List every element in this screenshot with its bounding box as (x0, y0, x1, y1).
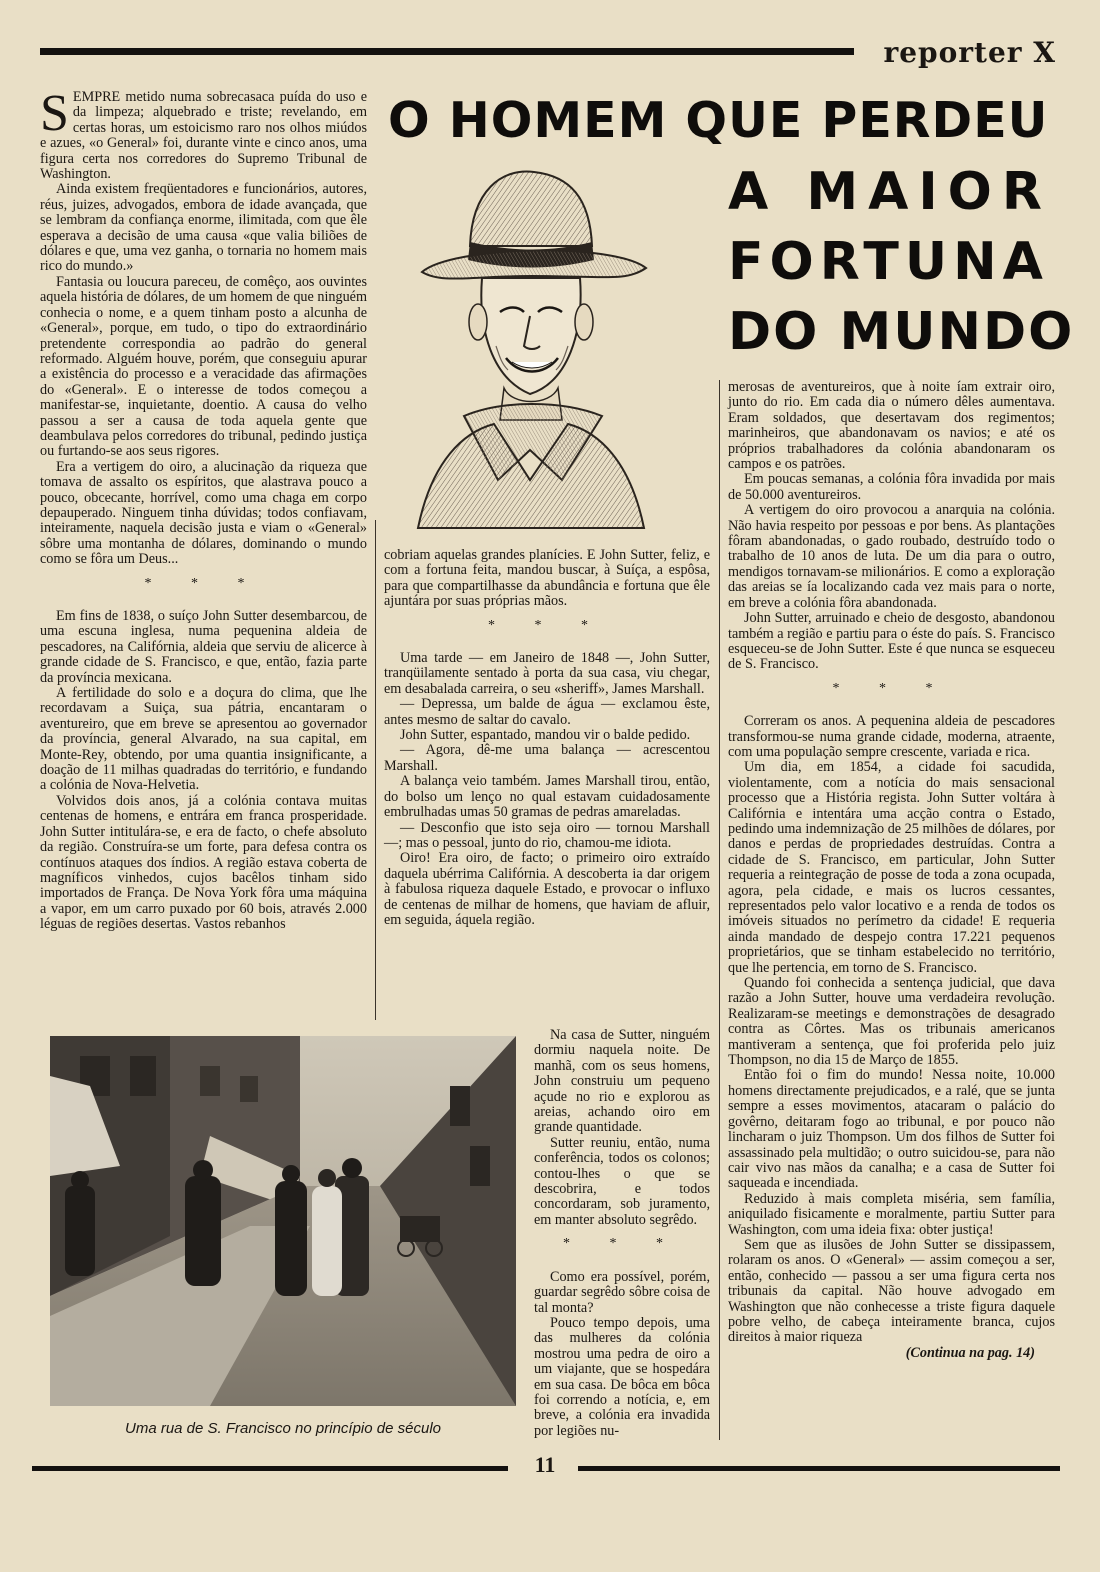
column-2-narrow (534, 1028, 710, 1439)
paragraph: Era a vertigem do oiro, a alucinação da riqueza que tomava de assalto os espíritos, que alastrava pouco a pouco, obcecante, horrível, como uma chaga em corpo depauperado. Ninguem tinha dúvidas; todos confiavam, inteiramente, naquela decisão justa e viam o «General» sôbre uma montanha de dólares, dominando o mundo como se fôra um Deus... (40, 458, 367, 568)
paragraph: — Agora, dê-me uma balança — acrescentou Marshall. (384, 742, 710, 774)
paragraph: Quando foi conhecida a sentença judicial, que dava razão a John Sutter, houve uma verdadeira revolução. Realizaram-se meetings e demonstrações de desagrado contra as Côrtes. Mas os tribunais americanos mantiveram a sentença, que foi proferida pelo juiz Thompson, no dia 15 de Março de 1855. (728, 975, 1055, 1069)
paragraph: John Sutter, espantado, mandou vir o balde pedido. (400, 727, 691, 744)
page-number: 11 (534, 1452, 556, 1477)
paragraph: — Depressa, um balde de água — exclamou êste, antes mesmo de saltar do cavalo. (384, 696, 710, 728)
paragraph: Fantasia ou loucura pareceu, de comêço, aos ouvintes aquela história de dólares, de um homem de que ninguém conhecia o nome, e a quem tinham posto a alcunha de «General», porque, em tudo, o tipo do extraordinário pretendente correspondia ao padrão do general reformado. Alguém houve, porém, que conseguiu apurar a existência do processo e a veracidade das afirmações do «General». E o interesse de todos começou a manifestar-se, inquietante, doentio. A causa do velho passou a ser a causa de toda aquela gente que deambulava pelos corredores do tribunal, pedindo justiça ou furtando-se aos seus rigores. (40, 273, 368, 460)
paragraph: A vertigem do oiro provocou a anarquia na colónia. Não havia respeito por pessoas e por bens. As plantações fôram abandonadas, o gado roubado, destruído todo o trabalho de 10 anos de luta. De um dia para o outro, mendigos tornavam-se milionários. E como a exploração das areias se ía localizando cada vez mais para o norte, em breve a colónia fôra abandonada. (728, 502, 1055, 611)
section-separator: * * * (488, 617, 606, 633)
section-separator: * * * (832, 680, 951, 696)
article-title-line-1: O HOMEM QUE PERDEU (388, 92, 1049, 149)
portrait-illustration (412, 150, 650, 535)
paragraph: Reduzido à mais completa miséria, sem família, aniquilado fisicamente e moralmente, partiu Sutter para Washington, com uma ideia fixa: obter justiça! (728, 1190, 1055, 1238)
paragraph: Na casa de Sutter, ninguém dormiu naquela noite. De manhã, com os seus homens, John construiu um pequeno açude no rio e explorou as areias, achando oiro em grande quantidade. (534, 1027, 710, 1136)
paragraph: John Sutter, arruinado e cheio de desgosto, abandonou também a região e partiu para o éste do país. S. Francisco esqueceu-se de John Sutter. Este é que nunca se esqueceu de S. Francisco. (728, 610, 1055, 673)
paragraph: Em fins de 1838, o suíço John Sutter desembarcou, de uma escuna inglesa, numa pequenina aldeia de pescadores, na Califórnia, aldeia que serviu de alicerce à grande cidade de S. Francisco, e que, então, fazia parte da província mexicana. (40, 608, 367, 686)
paragraph: Volvidos dois anos, já a colónia contava muitas centenas de homens, e entrára em franca prosperidade. John Sutter intitulára-se, e era de facto, o chefe absoluto da região. Construíra-se um forte, para defesa contra os contínuos ataques dos índios. A região estava coberta de magníficos vinhedos, cujos bacêlos tinham sido importados de França. De Nova York fôra uma máquina a vapor, em um carro puxado por 60 bois, através 2.000 léguas de regiões desertas. Vastos rebanhos (40, 792, 367, 933)
dropcap: S (40, 85, 69, 142)
paragraph: Como era possível, porém, guardar segrêdo sôbre coisa de tal monta? (534, 1268, 710, 1316)
paragraph: SEMPRE metido numa sobrecasaca puída do uso e da limpeza; alquebrado e triste; revelando, em certas horas, um estoicismo raro nos olhos miúdos e azues, «o General» foi, durante vinte e cinco anos, uma figura certa nos corredores do Supremo Tribunal de Washington. (40, 85, 367, 183)
article-title-line-4: DO MUNDO (728, 302, 1075, 362)
paragraph: Um dia, em 1854, a cidade foi sacudida, violentamente, com a notícia do mais sensacional processo que a História regista. John Sutter voltára à Califórnia e intentára uma acção contra o Estado, pedindo uma indemnização de 25 milhões de dólares, por danos e perdas de propriedades destruídas. Contra a cidade de S. Francisco, em particular, John Sutter requeria a reintegração de posse de toda a zona ocupada, agora, pela cidade, e mais os lucros cessantes, representados pelo valor locativo e a renda de todos os imóveis situados no perímetro da cidade! E requeria ainda mandado de despejo contra 17.221 pequenos proprietários, que se tinham estabelecido no território, que lhe pertencia, em torno de S. Francisco. (728, 759, 1055, 976)
header-rule (40, 48, 854, 55)
continued-note: (Continua na pag. 14) (905, 1344, 1035, 1361)
footer-rule-left (32, 1466, 508, 1471)
paragraph: cobriam aquelas grandes planícies. E John Sutter, feliz, e com a fortuna feita, mandou buscar, à Suíça, a espôsa, para que compartilhasse da abundância e fortuna que êle ajuntára por suas próprias mãos. (384, 547, 710, 610)
column-divider (375, 520, 376, 1020)
column-divider (719, 380, 720, 1440)
column-3 (728, 380, 1055, 1361)
paragraph: A fertilidade do solo e a doçura do clima, que lhe recordavam a Suiça, sua pátria, encantaram o aventureiro, que em breve se apresentou ao governador da província, general Alvarado, na sua capital, em Monte-Rey, obtendo, por uma quantia insignificante, a doação de 11 milhas quadradas do território, e fundando a colónia de Nova-Helvetia. (40, 685, 367, 794)
footer-rule-right (578, 1466, 1060, 1471)
paragraph: Oiro! Era oiro, de facto; o primeiro oiro extraído daquela ubérrima Califórnia. A descoberta ia dar origem à fabulosa riqueza daquele Estado, e provocar o influxo de centenas de milhar de homens, que haviam de afluir, em seguida, áquela região. (384, 850, 710, 928)
section-separator: * * * (144, 575, 263, 591)
column-1 (40, 85, 368, 933)
paragraph: Sutter reuniu, então, numa conferência, todos os colonos; contou-lhes o que se descobrira, e todos concordaram, sob juramento, em manter absoluto segrêdo. (534, 1134, 710, 1228)
paragraph: Em poucas semanas, a colónia fôra invadida por mais de 50.000 aventureiros. (728, 471, 1055, 503)
paragraph: Uma tarde — em Janeiro de 1848 —, John Sutter, tranqüilamente sentado à porta da sua casa, viu chegar, em desabalada carreira, o seu «sheriff», James Marshall. (384, 650, 710, 697)
paragraph: — Desconfio que isto seja oiro — tornou Marshall —; mas o pessoal, junto do rio, chamou-me idiota. (384, 819, 710, 851)
paragraph: Pouco tempo depois, uma das mulheres da colónia mostrou uma pedra de oiro a um viajante, que se hospedára em sua casa. De bôca em bôca foi correndo a notícia, e, em breve, a colónia era invadida por legiões nu- (534, 1314, 710, 1439)
section-separator: * * * (563, 1236, 681, 1252)
paragraph: Ainda existem freqüentadores e funcionários, autores, réus, juizes, advogados, embora de idade avançada, que se lembram da confiança enorme, ilimitada, com que êle esperava a decisão de uma causa «que valia biliões de dólares e que, uma vez ganha, o tornaria no homem mais rico do mundo.» (40, 181, 367, 275)
article-title-line-3: FORTUNA (728, 232, 1049, 292)
paragraph: Então foi o fim do mundo! Nessa noite, 10.000 homens directamente prejudicados, e a ralé, que se junta sempre a esses movimentos, atacaram o palácio do govêrno, deitaram fogo ao tribunal, e por pouco não lincharam o juiz Thompson. Um dos filhos de Sutter foi assassinado pela multidão; o outro suicidou-se, para não cair vivo nas mãos da canalha; e a casa de Sutter foi saqueada e incendiada. (728, 1067, 1055, 1192)
paragraph: Sem que as ilusões de John Sutter se dissipassem, rolaram os anos. O «General» — assim começou a ser, então, conhecido — passou a ser uma figura certa nos tribunais da capital. Não houve advogado em Washington que não conhecesse a triste figura daquele pobre velho, de cabeça inteiramente branca, cujos direitos à maior riqueza (728, 1236, 1055, 1346)
street-photo (50, 1036, 516, 1406)
column-2 (384, 548, 710, 928)
paragraph: merosas de aventureiros, que à noite íam extrair oiro, junto do rio. Em cada dia o número dêles aumentava. Eram soldados, que desertavam dos regimentos; marinheiros, que abandonavam os navios; e até os próprios trabalhadores da colónia abandonaram os campos e os patrões. (728, 379, 1055, 473)
paragraph: A balança veio também. James Marshall tirou, então, do bolso um lenço no qual estavam cuidadosamente embrulhadas umas 50 gramas de pedras amareladas. (384, 773, 710, 821)
masthead: reporter X (883, 36, 1056, 69)
article-title-line-2: A MAIOR (728, 162, 1052, 222)
photo-caption: Uma rua de S. Francisco no princípio de século (125, 1420, 441, 1437)
paragraph: Correram os anos. A pequenina aldeia de pescadores transformou-se numa grande cidade, moderna, atraente, com uma população sempre crescente, variada e rica. (728, 713, 1055, 760)
